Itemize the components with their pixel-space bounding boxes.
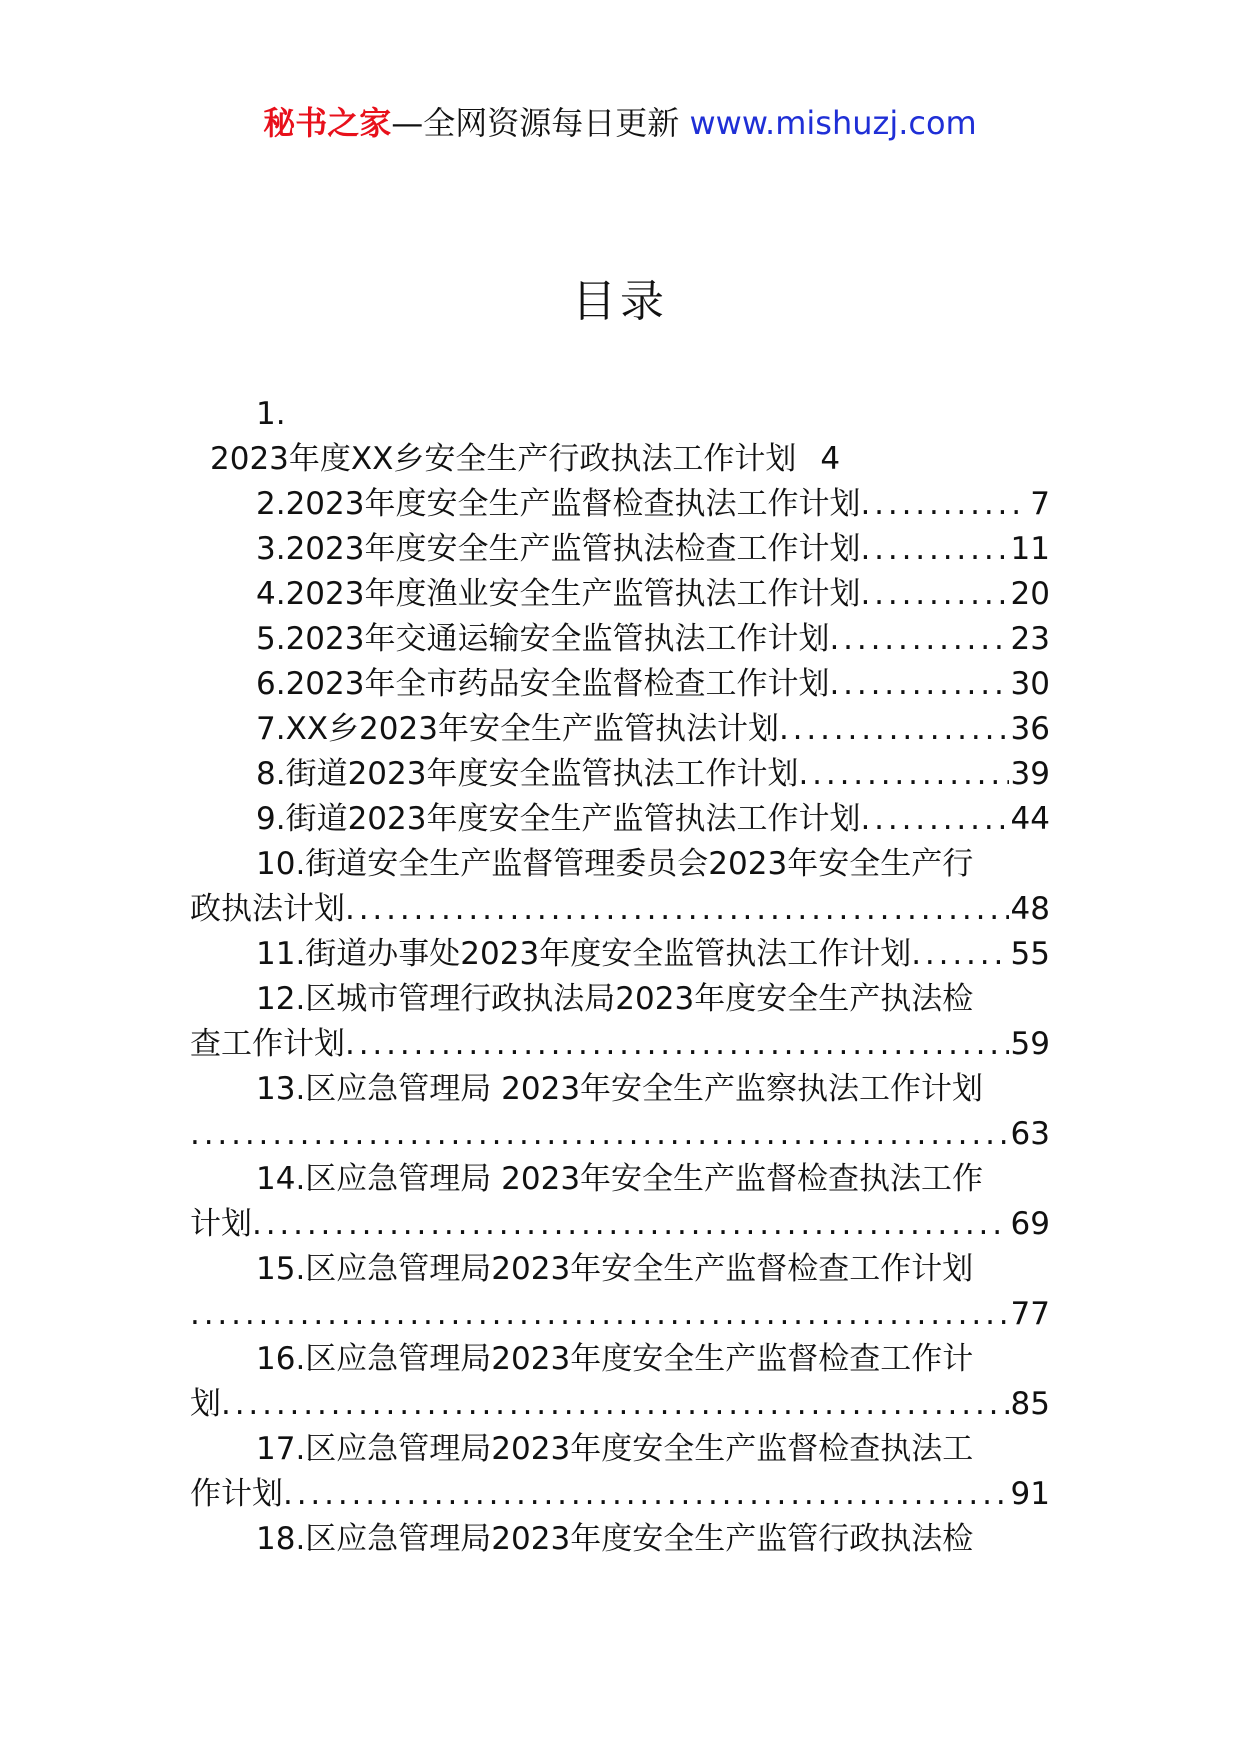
toc-entry-title: 2023年度XX乡安全生产行政执法工作计划 bbox=[210, 441, 797, 477]
toc-entry-title: 12.区城市管理行政执法局2023年度安全生产执法检 bbox=[256, 981, 974, 1017]
toc-entry-page: 7 bbox=[1030, 486, 1050, 522]
toc-entry-11[interactable] bbox=[190, 932, 1050, 977]
toc-entry-page: 63 bbox=[1010, 1116, 1050, 1152]
toc-entry-title-continuation: 政执法计划 bbox=[190, 891, 345, 927]
toc-dot-leader bbox=[345, 1022, 1009, 1067]
toc-entry-15[interactable] bbox=[190, 1247, 1050, 1292]
toc-dot-leader bbox=[860, 797, 1008, 842]
toc-entry-title: 7.XX乡2023年安全生产监管执法计划 bbox=[256, 711, 779, 747]
toc-entry-title: 17.区应急管理局2023年度安全生产监督检查执法工 bbox=[256, 1431, 974, 1467]
toc-entry-title: 2.2023年度安全生产监督检查执法工作计划 bbox=[256, 486, 861, 522]
toc-entry-title: 13.区应急管理局 2023年安全生产监察执法工作计划 bbox=[256, 1071, 984, 1107]
toc-dot-leader bbox=[829, 617, 1008, 662]
toc-entry-title: 8.街道2023年度安全监管执法工作计划 bbox=[256, 756, 799, 792]
toc-entry-page: 20 bbox=[1010, 576, 1050, 612]
toc-entry-10[interactable] bbox=[190, 842, 1050, 887]
toc-entry-title: 9.街道2023年度安全生产监管执法工作计划 bbox=[256, 801, 861, 837]
brand-name: 秘书之家 bbox=[263, 104, 392, 142]
toc-dot-leader bbox=[798, 752, 1008, 797]
toc-entry-page: 77 bbox=[1010, 1296, 1050, 1332]
toc-entry-14-continuation[interactable] bbox=[190, 1202, 1050, 1247]
toc-entry-title: 14.区应急管理局 2023年安全生产监督检查执法工作 bbox=[256, 1161, 984, 1197]
site-header bbox=[0, 100, 1240, 146]
toc-dot-leader bbox=[829, 662, 1008, 707]
toc-entry-18[interactable] bbox=[190, 1517, 1050, 1562]
toc-entry-10-continuation[interactable] bbox=[190, 887, 1050, 932]
toc-dot-leader bbox=[779, 707, 1009, 752]
toc-entry-12-continuation[interactable] bbox=[190, 1022, 1050, 1067]
toc-entry-16[interactable] bbox=[190, 1337, 1050, 1382]
toc-dot-leader bbox=[860, 572, 1008, 617]
toc-entry-9[interactable] bbox=[190, 797, 1050, 842]
toc-entry-5[interactable] bbox=[190, 617, 1050, 662]
toc-entry-2[interactable] bbox=[190, 482, 1050, 527]
toc-entry-page: 36 bbox=[1010, 711, 1050, 747]
toc-dot-leader bbox=[283, 1472, 1009, 1517]
toc-entry-title: 11.街道办事处2023年度安全监管执法工作计划 bbox=[256, 936, 912, 972]
toc-dot-leader bbox=[911, 932, 1008, 977]
toc-entry-14[interactable] bbox=[190, 1157, 1050, 1202]
toc-entry-title: 15.区应急管理局2023年安全生产监督检查工作计划 bbox=[256, 1251, 974, 1287]
toc-entry-page: 30 bbox=[1010, 666, 1050, 702]
toc-entry-title-continuation: 查工作计划 bbox=[190, 1026, 345, 1062]
toc-entry-7[interactable] bbox=[190, 707, 1050, 752]
toc-entry-4[interactable] bbox=[190, 572, 1050, 617]
toc-entry-page: 4 bbox=[820, 441, 841, 477]
toc-entry-page: 59 bbox=[1010, 1026, 1050, 1062]
toc-dot-leader bbox=[221, 1382, 1009, 1427]
page-title: 目录 bbox=[572, 276, 668, 327]
brand-slogan: —全网资源每日更新 bbox=[391, 104, 680, 142]
toc-dot-leader bbox=[190, 1112, 1009, 1157]
toc-dot-leader bbox=[860, 482, 1028, 527]
toc-entry-6[interactable] bbox=[190, 662, 1050, 707]
toc-entry-12[interactable] bbox=[190, 977, 1050, 1022]
toc-entry-17-continuation[interactable] bbox=[190, 1472, 1050, 1517]
toc-dot-leader bbox=[252, 1202, 1009, 1247]
toc-entry-title-continuation: 作计划 bbox=[190, 1476, 283, 1512]
toc-entry-title: 6.2023年全市药品安全监督检查工作计划 bbox=[256, 666, 830, 702]
toc-entry-title: 5.2023年交通运输安全监管执法工作计划 bbox=[256, 621, 830, 657]
site-url-link[interactable]: www.mishuzj.com bbox=[689, 104, 977, 142]
toc-entry-title-continuation: 计划 bbox=[190, 1206, 252, 1242]
toc-entry-13-continuation[interactable] bbox=[190, 1112, 1050, 1157]
toc-entry-page: 55 bbox=[1010, 936, 1050, 972]
toc-entry-17[interactable] bbox=[190, 1427, 1050, 1472]
toc-entry-title: 10.街道安全生产监督管理委员会2023年安全生产行 bbox=[256, 846, 974, 882]
toc-entry-title: 4.2023年度渔业安全生产监管执法工作计划 bbox=[256, 576, 861, 612]
toc-entry-page: 23 bbox=[1010, 621, 1050, 657]
toc-entry-8[interactable] bbox=[190, 752, 1050, 797]
toc-entry-page: 39 bbox=[1010, 756, 1050, 792]
toc-entry-page: 85 bbox=[1010, 1386, 1050, 1422]
toc-entry-page: 91 bbox=[1010, 1476, 1050, 1512]
toc-entry-page: 44 bbox=[1010, 801, 1050, 837]
toc-entry-1[interactable] bbox=[190, 437, 1050, 482]
table-of-contents bbox=[190, 392, 1050, 1562]
toc-dot-leader bbox=[190, 1292, 1009, 1337]
toc-entry-page: 11 bbox=[1010, 531, 1050, 567]
toc-dot-leader bbox=[860, 527, 1008, 572]
toc-entry-title-continuation: 划 bbox=[190, 1386, 221, 1422]
toc-entry-15-continuation[interactable] bbox=[190, 1292, 1050, 1337]
toc-entry-title: 3.2023年度安全生产监管执法检查工作计划 bbox=[256, 531, 861, 567]
toc-entry-page: 69 bbox=[1010, 1206, 1050, 1242]
toc-entry-13[interactable] bbox=[190, 1067, 1050, 1112]
toc-entry-page: 48 bbox=[1010, 891, 1050, 927]
toc-entry-16-continuation[interactable] bbox=[190, 1382, 1050, 1427]
toc-entry-title: 16.区应急管理局2023年度安全生产监督检查工作计 bbox=[256, 1341, 974, 1377]
toc-entry-title: 18.区应急管理局2023年度安全生产监管行政执法检 bbox=[256, 1521, 974, 1557]
toc-entry-3[interactable] bbox=[190, 527, 1050, 572]
toc-entry-1-number-line[interactable] bbox=[190, 392, 1050, 437]
toc-entry-number: 1. bbox=[256, 396, 286, 432]
toc-dot-leader bbox=[345, 887, 1009, 932]
